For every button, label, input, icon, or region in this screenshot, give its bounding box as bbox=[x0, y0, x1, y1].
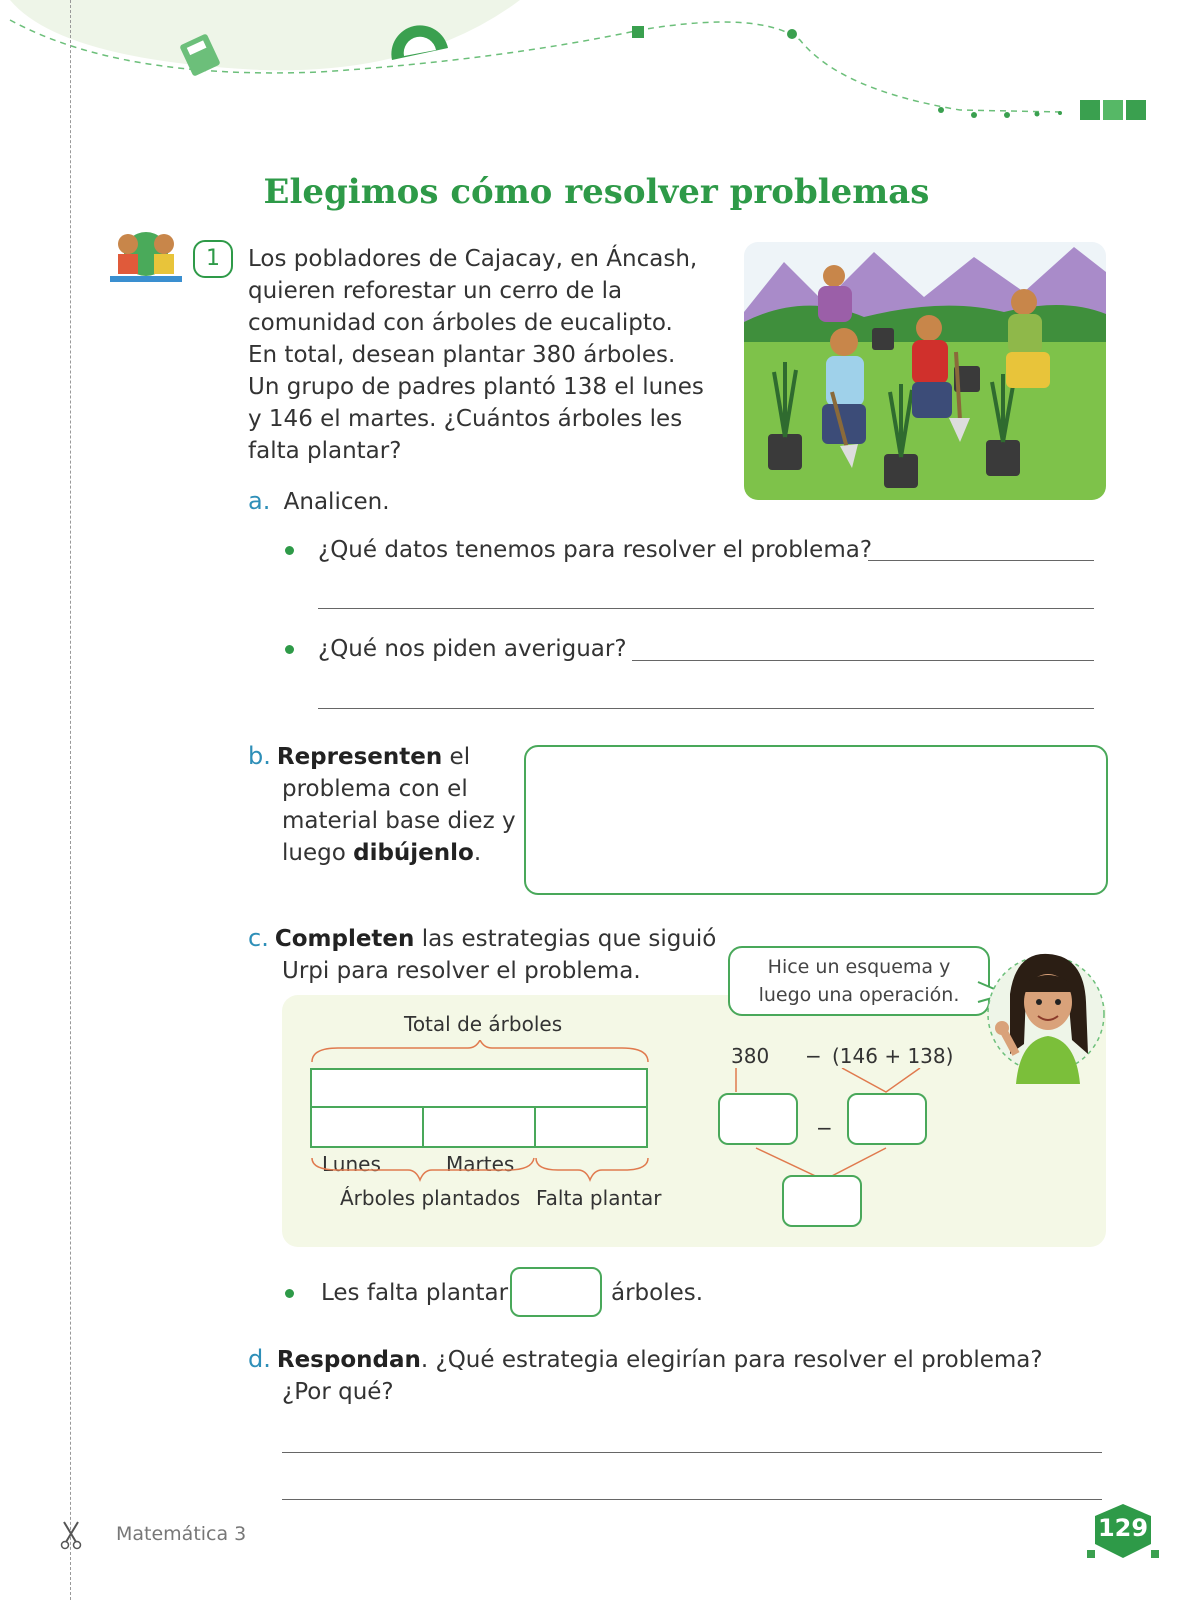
answer-line[interactable] bbox=[282, 1452, 1102, 1453]
op-total: 380 bbox=[731, 1044, 770, 1068]
part-letter: a. bbox=[248, 487, 271, 515]
answer-sentence-end: árboles. bbox=[611, 1280, 704, 1306]
part-b-text: b. Representen el problema con el material base diez y luego dibújenlo. bbox=[248, 742, 516, 866]
problem-statement bbox=[248, 243, 718, 467]
part-a-title: Analicen. bbox=[283, 489, 390, 515]
martes-label: Martes bbox=[446, 1152, 515, 1176]
reforestation-illustration bbox=[744, 242, 1106, 500]
base-ten-cubes-icon bbox=[1080, 100, 1146, 120]
bullet-icon bbox=[285, 645, 294, 654]
cut-line bbox=[70, 0, 71, 1600]
cube-icon bbox=[632, 26, 644, 38]
bullet-icon bbox=[285, 546, 294, 555]
falta-bar-segment[interactable] bbox=[534, 1106, 648, 1148]
answer-line[interactable] bbox=[318, 708, 1094, 709]
statement-line: y 146 el martes. ¿Cuántos árboles les bbox=[248, 406, 683, 432]
scissors-icon bbox=[58, 1520, 84, 1550]
group-work-icon bbox=[106, 226, 186, 286]
answer-line[interactable] bbox=[282, 1499, 1102, 1500]
header-decoration bbox=[0, 0, 1193, 140]
problem-number-badge: 1 bbox=[193, 240, 233, 278]
drawing-area[interactable] bbox=[524, 745, 1108, 895]
answer-sentence-start: Les falta plantar bbox=[321, 1280, 509, 1306]
part-a-heading bbox=[248, 485, 390, 518]
statement-line: En total, desean plantar 380 árboles. bbox=[248, 342, 676, 368]
part-c-text: c. Completen las estrategias que siguió Urpi para resolver el problema. bbox=[248, 924, 717, 984]
op-minus: − bbox=[805, 1044, 822, 1068]
answer-line[interactable] bbox=[632, 660, 1094, 661]
falta-label: Falta plantar bbox=[536, 1186, 662, 1210]
answer-box-final[interactable] bbox=[510, 1267, 602, 1317]
top-brace bbox=[308, 1040, 653, 1070]
total-bar[interactable] bbox=[310, 1068, 648, 1108]
footer-label: Matemática 3 bbox=[116, 1523, 247, 1545]
part-letter: c. bbox=[248, 924, 269, 952]
lunes-label: Lunes bbox=[322, 1152, 381, 1176]
answer-line[interactable] bbox=[868, 560, 1094, 561]
answer-box-sum[interactable] bbox=[847, 1093, 927, 1145]
martes-bar-segment[interactable] bbox=[422, 1106, 536, 1148]
answer-box-total[interactable] bbox=[718, 1093, 798, 1145]
urpi-character bbox=[976, 944, 1106, 1084]
bottom-braces bbox=[308, 1150, 653, 1186]
bullet-icon bbox=[285, 1289, 294, 1298]
page-number: 129 bbox=[1097, 1514, 1149, 1542]
answer-box-result[interactable] bbox=[782, 1175, 862, 1227]
statement-line: quieren reforestar un cerro de la bbox=[248, 278, 623, 304]
statement-line: falta plantar? bbox=[248, 438, 402, 464]
bar-total-label: Total de árboles bbox=[404, 1012, 563, 1036]
page-title: Elegimos cómo resolver problemas bbox=[263, 172, 930, 212]
lunes-bar-segment[interactable] bbox=[310, 1106, 424, 1148]
question-find: ¿Qué nos piden averiguar? bbox=[318, 636, 627, 662]
answer-line[interactable] bbox=[318, 608, 1094, 609]
plantados-label: Árboles plantados bbox=[340, 1186, 521, 1210]
part-letter: b. bbox=[248, 742, 271, 770]
part-letter: d. bbox=[248, 1345, 271, 1373]
statement-line: Los pobladores de Cajacay, en Áncash, bbox=[248, 246, 698, 272]
op-minus-2: − bbox=[816, 1116, 833, 1140]
op-sum: (146 + 138) bbox=[832, 1044, 954, 1068]
statement-line: comunidad con árboles de eucalipto. bbox=[248, 310, 673, 336]
part-d-text: d. Respondan. ¿Qué estrategia elegirían para resolver el problema? ¿Por qué? bbox=[248, 1345, 1043, 1405]
dot-icon bbox=[787, 29, 797, 39]
speech-bubble: Hice un esquema y luego una operación. bbox=[728, 946, 990, 1016]
question-data: ¿Qué datos tenemos para resolver el problema? bbox=[318, 537, 873, 563]
statement-line: Un grupo de padres plantó 138 el lunes bbox=[248, 374, 704, 400]
